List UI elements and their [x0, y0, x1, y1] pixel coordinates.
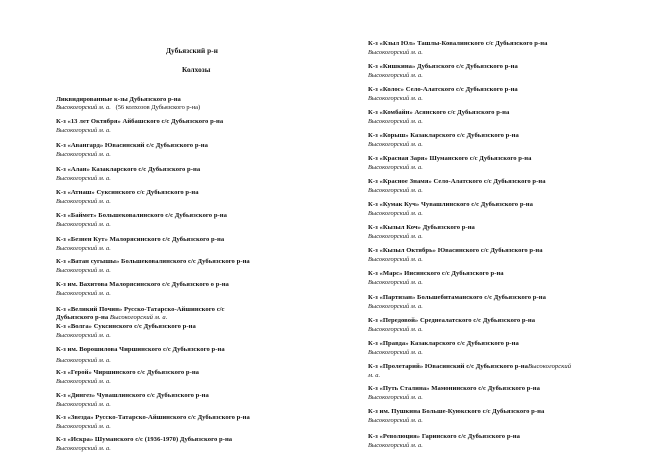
right-entry-sub: Высокогорский м. а. — [368, 279, 423, 286]
right-entry-title: К-з «Кызыл Октябрь» Ювасинского с/с Дубьязского р-на — [368, 247, 543, 254]
right-entry-sub: Высокогорский м. а. — [368, 303, 423, 310]
section-title: Колхозы — [182, 66, 211, 74]
left-entry-district: Дубьязского р-на — [56, 314, 109, 321]
right-entry-sub: Высокогорский м. а. — [368, 49, 423, 56]
right-entry-sub: Высокогорский м. а. — [368, 442, 423, 449]
liquidated-title: Ликвидированные к-зы Дубьязского р-на — [56, 96, 181, 103]
left-entry-sub: Высокогорский м. а. — [56, 198, 111, 205]
right-entry-sub: Высокогорский м. а. — [368, 256, 423, 263]
left-entry-title: К-з «13 лет Октября» Айбашского с/с Дубьязского р-на — [56, 118, 224, 125]
right-entry-sub: Высокогорский м. а. — [368, 417, 423, 424]
right-entry-title: К-з «Комбайн» Асянского с/с Дубьязского р-на — [368, 109, 510, 116]
left-entry-title: К-з им. Вахитова Малорясинского с/с Дубьязского о р-на — [56, 281, 229, 288]
left-entry-area-inline: Высокогорский м. а. — [109, 314, 168, 321]
left-entry-title: К-з «Алан» Казакларского с/с Дубьязского р-на — [56, 166, 201, 173]
right-entry-sub: Высокогорский м. а. — [368, 72, 423, 79]
right-entry-sub: Высокогорский м. а. — [368, 141, 423, 148]
left-entry-sub: Высокогорский м. а. — [56, 127, 111, 134]
left-entry-title: К-з «Атнаш» Суксинского с/с Дубьязского р-на — [56, 189, 199, 196]
left-entry-sub: Высокогорский м. а. — [56, 332, 111, 339]
left-entry-title: К-з «Дингез» Чувашлинского с/с Дубьязского р-на — [56, 392, 209, 399]
right-entry-title: К-з «Путь Сталина» Мамонинского с/с Дубьязского р-на — [368, 385, 540, 392]
right-entry-title-line — [368, 363, 571, 370]
left-entry-title: К-з «Ватан сугышы» Большековалинского с/с Дубьязского р-на — [56, 258, 250, 265]
left-entry-sub: Высокогорский м. а. — [56, 378, 111, 385]
left-entry-sub: Высокогорский м. а. — [56, 151, 111, 158]
liquidated-count: (56 колхозов Дубьязского р-на) — [115, 104, 201, 111]
district-title: Дубьязский р-н — [166, 47, 218, 55]
right-entry-sub: Высокогорский м. а. — [368, 394, 423, 401]
left-entry-sub: Высокогорский м. а. — [56, 267, 111, 274]
right-entry-sub: Высокогорский м. а. — [368, 210, 423, 217]
liquidated-subtitle — [56, 104, 200, 111]
right-entry-sub: м. а. — [368, 372, 381, 379]
right-entry-title: К-з «Кызыл Коч» Дубьязского р-на — [368, 224, 475, 231]
liquidated-area: Высокогорский м. а. — [56, 104, 111, 111]
right-entry-title: К-з «Красное Знамя» Село-Алатского с/с Дубьязского р-на — [368, 178, 546, 185]
left-entry-sub: Высокогорский м. а. — [56, 221, 111, 228]
right-entry-sub: Высокогорский м. а. — [368, 95, 423, 102]
right-entry-title: К-з «Революция» Гаринского с/с Дубьязского р-на — [368, 433, 521, 440]
right-entry-sub: Высокогорский м. а. — [368, 187, 423, 194]
right-entry-title: К-з «Красная Заря» Шуманского с/с Дубьязского р-на — [368, 155, 532, 162]
right-entry-title: К-з «Партизан» Большебитаманского с/с Дубьязского р-на — [368, 294, 546, 301]
left-entry-sub: Высокогорский м. а. — [56, 423, 111, 430]
right-entry-title: К-з «Корыш» Казакларского с/с Дубьязского р-на — [368, 132, 519, 139]
left-entry-title: К-з «Баймет» Большековалинского с/с Дубьязского р-на — [56, 212, 227, 219]
right-entry-sub: Высокогорский м. а. — [368, 326, 423, 333]
left-entry-sub: Высокогорский м. а. — [56, 357, 111, 364]
right-entry-title: К-з «Кзыл Юл» Ташлы-Ковалинского с/с Дубьязского р-на — [368, 40, 548, 47]
left-entry-title: К-з «Безнен Кут» Малорясинского с/с Дубьязского р-на — [56, 236, 225, 243]
right-entry-title: К-з «Колос» Село-Алатского с/с Дубьязского р-на — [368, 86, 518, 93]
left-entry-sub: Высокогорский м. а. — [56, 175, 111, 182]
right-entry-title: К-з «Кишкина» Дубьязского с/с Дубьязского р-на — [368, 63, 518, 70]
left-entry-sub: Высокогорский м. а. — [56, 401, 111, 408]
left-entry-title: К-з «Волга» Суксинского с/с Дубьязского р-на — [56, 323, 196, 330]
left-entry-title-line2 — [56, 314, 167, 321]
right-entry-sub: Высокогорский м. а. — [368, 233, 423, 240]
right-entry-title: К-з «Кумак Куч» Чувашлинского с/с Дубьязского р-на — [368, 201, 533, 208]
right-entry-sub: Высокогорский м. а. — [368, 349, 423, 356]
left-entry-title: К-з «Искра» Шуманского с/с (1936-1970) Дубьязского р-на — [56, 436, 233, 443]
right-entry-title: К-з «Правда» Казакларского с/с Дубьязского р-на — [368, 340, 519, 347]
right-entry-sub: Высокогорский м. а. — [368, 164, 423, 171]
left-entry-title: К-з «Авангард» Ювасинский с/с Дубьязского р-на — [56, 142, 208, 149]
right-entry-title: К-з им. Пушкина Больше-Куюкского с/с Дубьязского р-на — [368, 408, 545, 415]
right-entry-sub: Высокогорский м. а. — [368, 118, 423, 125]
right-entry-title: К-з «Передовой» Среднеалатского с/с Дубьязского р-на — [368, 317, 536, 324]
left-entry-sub: Высокогорский м. а. — [56, 445, 111, 452]
left-entry-title: К-з им. Ворошилова Чиршинского с/с Дубьязского р-на — [56, 346, 225, 353]
left-entry-sub: Высокогорский м. а. — [56, 245, 111, 252]
left-entry-title: К-з «Герой» Чиршинского с/с Дубьязского р-на — [56, 369, 200, 376]
right-entry-area-inline: Высокогорский — [527, 363, 572, 370]
right-entry-title: К-з «Марс» Иисинского с/с Дубьязского р-на — [368, 270, 504, 277]
left-entry-title: К-з «Великий Почин» Русско-Татарско-Айшинского с/с — [56, 306, 225, 313]
right-entry-title: К-з «Пролетарий» Ювасинский с/с Дубьязского р-на — [368, 363, 528, 370]
left-entry-title: К-з «Звезда» Русско-Татарско-Айшинского с/с Дубьязского р-на — [56, 414, 250, 421]
left-entry-sub: Высокогорский м. а. — [56, 290, 111, 297]
